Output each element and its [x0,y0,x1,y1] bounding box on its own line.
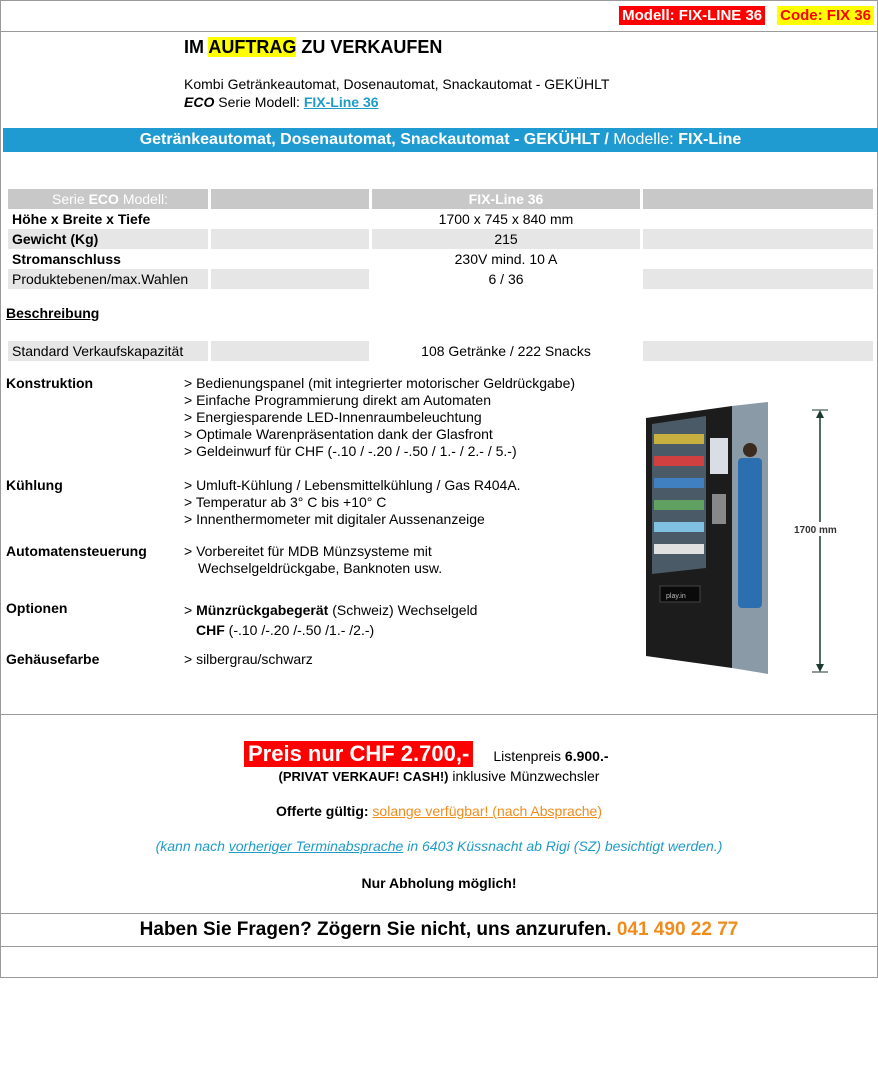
viewing-pre: (kann nach [155,838,229,854]
model-badge: Modell: FIX-LINE 36 [619,6,765,25]
spec-row [8,249,878,269]
feature-label-optionen: Optionen [6,600,68,616]
shelf [654,478,704,488]
title-post: ZU VERKAUFEN [296,37,443,57]
feature-line: > Optimale Warenpräsentation dank der Glasfront [184,426,493,442]
banner-normal: Modelle: [608,131,679,148]
spec-label: Produktebenen/max.Wahlen [8,269,208,289]
category-banner [3,128,878,152]
spec-row [8,229,878,249]
feature-line: > Bedienungspanel (mit integrierter motorischer Geldrückgabe) [184,375,576,391]
feature-line: > Umluft-Kühlung / Lebensmittelkühlung / Gas R404A. [184,477,521,493]
feature-body-kuehlung [184,477,521,528]
feature-label-kuehlung: Kühlung [6,477,63,493]
banner-bold2: FIX-Line [678,131,742,148]
feature-line: > Energiesparende LED-Innenraumbeleuchtung [184,409,482,425]
series-model-link[interactable]: FIX-Line 36 [303,94,379,110]
spec-cell [211,341,369,361]
title-highlight: AUFTRAG [208,37,297,57]
machine-side-head [743,443,757,457]
header-badges [619,6,874,25]
feature-line: Wechselgeldrückgabe, Banknoten usw. [198,560,443,576]
spec-value: 215 [372,229,640,249]
series-label: Serie Modell: [214,94,304,110]
spec-label: Höhe x Breite x Tiefe [12,211,151,227]
list-price [493,748,608,764]
section-heading-beschreibung: Beschreibung [6,305,100,321]
option-bold: Münzrückgabegerät [196,602,329,618]
list-price-label: Listenpreis [493,748,565,764]
divider [0,31,878,32]
spec-value: 230V mind. 10 A [454,251,558,267]
spec-header-row [8,189,878,209]
subtitle: Kombi Getränkeautomat, Dosenautomat, Snackautomat - GEKÜHLT [184,76,610,92]
arrow-head-top [816,410,824,418]
shelf [654,522,704,532]
spec-cell [211,189,369,209]
feature-label-steuerung: Automatensteuerung [6,543,147,559]
feature-label-konstruktion: Konstruktion [6,375,94,391]
spec-row [8,269,878,289]
price-row [244,741,609,767]
height-label: 1700 mm [794,525,837,536]
feature-line: > Geldeinwurf für CHF (-.10 / -.20 / -.50 / 1.- / 2.- / 5.-) [184,443,517,459]
eco-label: ECO [184,94,215,110]
spec-cell [643,229,873,249]
spec-value: 6 / 36 [488,271,524,287]
shelf [654,500,704,510]
feature-body-steuerung [184,543,442,577]
banner-bold: Getränkeautomat, Dosenautomat, Snackautomat - GEKÜHLT / [139,131,609,148]
shelf [654,456,704,466]
capacity-label: Standard Verkaufskapazität [8,341,208,361]
feature-line: > Temperatur ab 3° C bis +10° C [184,494,387,510]
private-sale-line [0,768,878,784]
machine-brand: play.in [666,593,686,600]
feature-line [184,620,477,640]
contact-line [0,919,878,941]
feature-body-optionen [184,600,477,640]
spec-cell [643,209,873,229]
pickup-note: Nur Abholung möglich! [361,875,517,891]
viewing-note [0,838,878,854]
option-prefix: > [184,602,197,618]
vending-machine-image [640,398,846,680]
feature-line: > Innenthermometer mit digitaler Aussenanzeige [184,511,485,527]
feature-line: > Vorbereitet für MDB Münzsysteme mit [184,543,432,559]
spec-cell [211,229,369,249]
code-badge: Code: FIX 36 [777,6,874,25]
offer-label: Offerte gültig: [275,803,373,819]
machine-screen [710,438,728,474]
feature-line: > Einfache Programmierung direkt am Automaten [184,392,491,408]
series-line [184,94,379,110]
spec-cell [211,249,369,269]
title-pre: IM [184,37,209,57]
spec-label: Stromanschluss [12,251,121,267]
feature-body-farbe: > silbergrau/schwarz [184,651,313,667]
spec-row [8,209,878,229]
feature-label-farbe: Gehäusefarbe [6,651,100,667]
capacity-value: 108 Getränke / 222 Snacks [421,343,591,359]
spec-header-series [8,189,208,209]
spec-header-eco: ECO [88,191,119,207]
spec-cell [211,209,369,229]
spec-header-pre: Serie [52,191,89,207]
capacity-row [8,341,878,361]
feature-body-konstruktion [184,375,575,460]
machine-keypad [712,494,726,524]
offer-validity [0,803,878,819]
spec-cell [643,341,873,361]
shelf [654,434,704,444]
private-sale-rest: inklusive Münzwechsler [448,768,600,784]
spec-cell [643,189,873,209]
offer-value-link[interactable]: solange verfügbar! (nach Absprache) [372,803,603,819]
spec-table [8,189,878,289]
spec-cell [643,269,873,289]
arrow-head-bottom [816,664,824,672]
spec-cell [211,269,369,289]
viewing-link[interactable]: vorheriger Terminabsprache [228,838,404,854]
divider [0,714,878,715]
option-rest: (-.10 /-.20 /-.50 /1.- /2.-) [224,622,375,638]
page-title [184,37,442,58]
spec-value: 1700 x 745 x 840 mm [438,211,574,227]
spec-header-model: FIX-Line 36 [372,189,640,209]
spec-header-post: Modell: [118,191,168,207]
machine-side-figure [738,458,762,608]
price-main: Preis nur CHF 2.700,- [244,741,473,767]
option-bold: CHF [196,622,225,638]
viewing-post: in 6403 Küssnacht ab Rigi (SZ) besichtigt werden.) [403,838,723,854]
spec-cell [643,249,873,269]
option-rest: (Schweiz) Wechselgeld [328,602,478,618]
contact-phone[interactable]: 041 490 22 77 [616,919,739,940]
list-price-value: 6.900.- [564,748,609,764]
private-sale-bold: (PRIVAT VERKAUF! CASH!) [278,769,449,784]
spec-label: Gewicht (Kg) [8,229,208,249]
divider [0,913,878,914]
contact-question: Haben Sie Fragen? Zögern Sie nicht, uns anzurufen. [139,919,617,940]
feature-line [184,600,477,620]
shelf [654,544,704,554]
divider [0,946,878,947]
